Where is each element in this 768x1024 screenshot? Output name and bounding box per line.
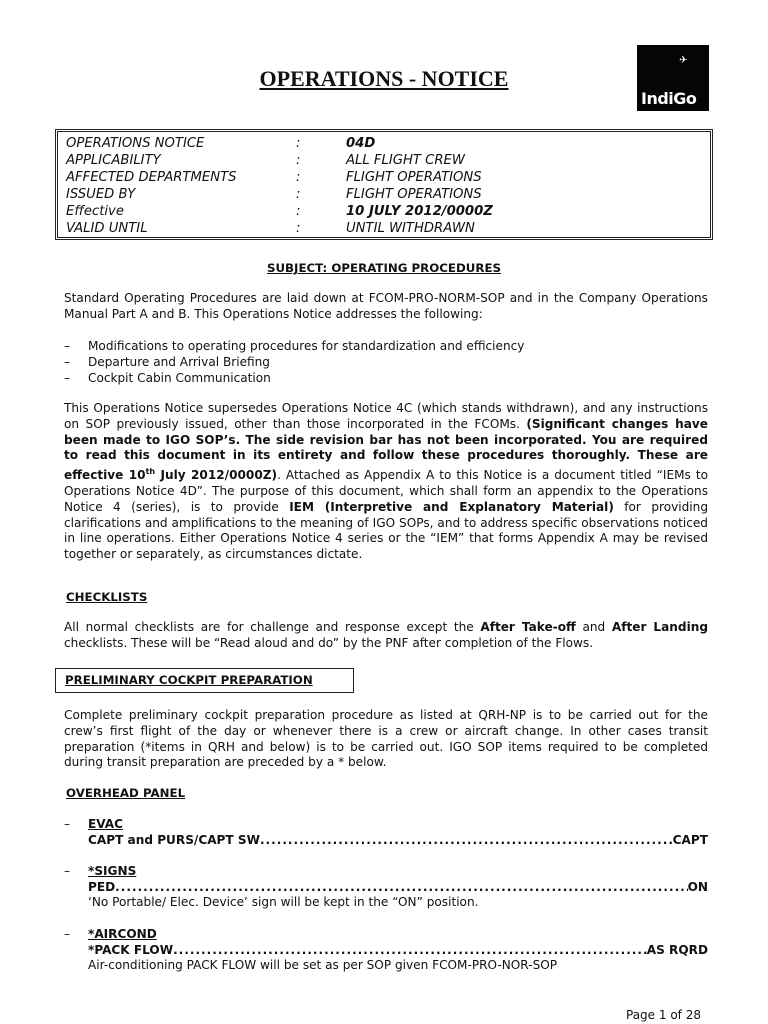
supersedes-paragraph: This Operations Notice supersedes Operations Notice 4C (which stands withdrawn), and any instructions on SOP previously issued, other than those incorporated in the FCOMs. (Significant changes have been made to IGO SOP’s. The side revision bar has not been incorporated. You are required to read this document in its entirety and follow these procedures thoroughly. These are effective 10th July 2012/0000Z). Attached as Appendix A to this Notice is a document titled “IEMs to Operations Notice 4D”. The purpose of this document, which shall form an appendix to the Operations Notice 4 (series), is to provide IEM (Interpretive and Explanatory Material) for providing clarifications and amplifications to the meaning of IGO SOPs, and to address specific observations noticed in line operations. Either Operations Notice 4 series or the “IEM” that forms Appendix A may be revised together or separately, as circumstances dictate. — [64, 401, 708, 562]
item-title: EVAC — [88, 817, 124, 831]
info-row — [66, 203, 493, 220]
airplane-icon: ✈ — [679, 55, 688, 66]
info-value: FLIGHT OPERATIONS — [346, 187, 482, 202]
info-separator: : — [296, 153, 301, 168]
list-item: – Departure and Arrival Briefing — [64, 355, 270, 369]
indigo-logo — [637, 45, 709, 111]
info-row — [66, 135, 493, 152]
page-number: Page 1 of 28 — [626, 1008, 701, 1022]
info-row — [66, 169, 493, 186]
subject-heading: SUBJECT: OPERATING PROCEDURES — [266, 261, 501, 275]
preliminary-paragraph: Complete preliminary cockpit preparation procedure as listed at QRH-NP is to be carried out for the crew’s first flight of the day or whenever there is a crew or aircraft change. In other cases transit preparation (*items in QRH and below) is to be carried out. IGO SOP items required to be completed during transit preparation are preceded by a * below. — [64, 708, 708, 770]
item-note: Air-conditioning PACK FLOW will be set as per SOP given FCOM-PRO-NOR-SOP — [88, 958, 558, 973]
notice-info-table — [66, 135, 493, 237]
info-row — [66, 220, 493, 237]
item-title: *SIGNS — [88, 864, 137, 878]
checklists-heading: CHECKLISTS — [66, 590, 148, 604]
preliminary-cockpit-heading: PRELIMINARY COCKPIT PREPARATION — [55, 668, 354, 693]
info-value: ALL FLIGHT CREW — [346, 153, 465, 168]
page-title: OPERATIONS - NOTICE — [259, 66, 509, 91]
info-value: 10 JULY 2012/0000Z — [346, 204, 493, 219]
info-key: VALID UNTIL — [66, 221, 148, 236]
info-key: AFFECTED DEPARTMENTS — [66, 170, 237, 185]
info-key: APPLICABILITY — [66, 153, 161, 168]
info-separator: : — [296, 170, 301, 185]
intro-paragraph: Standard Operating Procedures are laid down at FCOM-PRO-NORM-SOP and in the Company Operations Manual Part A and B. This Operations Notice addresses the following: — [64, 291, 708, 321]
info-separator: : — [296, 187, 301, 202]
info-value: UNTIL WITHDRAWN — [346, 221, 475, 236]
checklists-paragraph: All normal checklists are for challenge and response except the After Take-off and After Landing checklists. These will be “Read aloud and do” by the PNF after completion of the Flows. — [64, 620, 708, 650]
checklist-line: PED ..... ON — [88, 880, 708, 896]
info-value: FLIGHT OPERATIONS — [346, 170, 482, 185]
list-item: – Cockpit Cabin Communication — [64, 371, 271, 385]
info-key: Effective — [66, 204, 124, 219]
info-separator: : — [296, 221, 301, 236]
info-separator: : — [296, 136, 301, 151]
info-separator: : — [296, 204, 301, 219]
info-row — [66, 152, 493, 169]
notice-info-box — [55, 129, 713, 240]
overhead-panel-heading: OVERHEAD PANEL — [66, 786, 186, 800]
info-key: ISSUED BY — [66, 187, 136, 202]
info-key: OPERATIONS NOTICE — [66, 136, 205, 151]
checklist-line: *PACK FLOW ..... AS RQRD — [88, 943, 708, 959]
logo-text: IndiGo — [641, 89, 697, 108]
item-title: *AIRCOND — [88, 927, 157, 941]
info-value: 04D — [346, 136, 376, 151]
item-note: ‘No Portable/ Elec. Device’ sign will be kept in the “ON” position. — [88, 895, 479, 910]
info-row — [66, 186, 493, 203]
checklist-line: CAPT and PURS/CAPT SW ..... CAPT — [88, 833, 708, 849]
list-item: – Modifications to operating procedures for standardization and efficiency — [64, 339, 525, 353]
